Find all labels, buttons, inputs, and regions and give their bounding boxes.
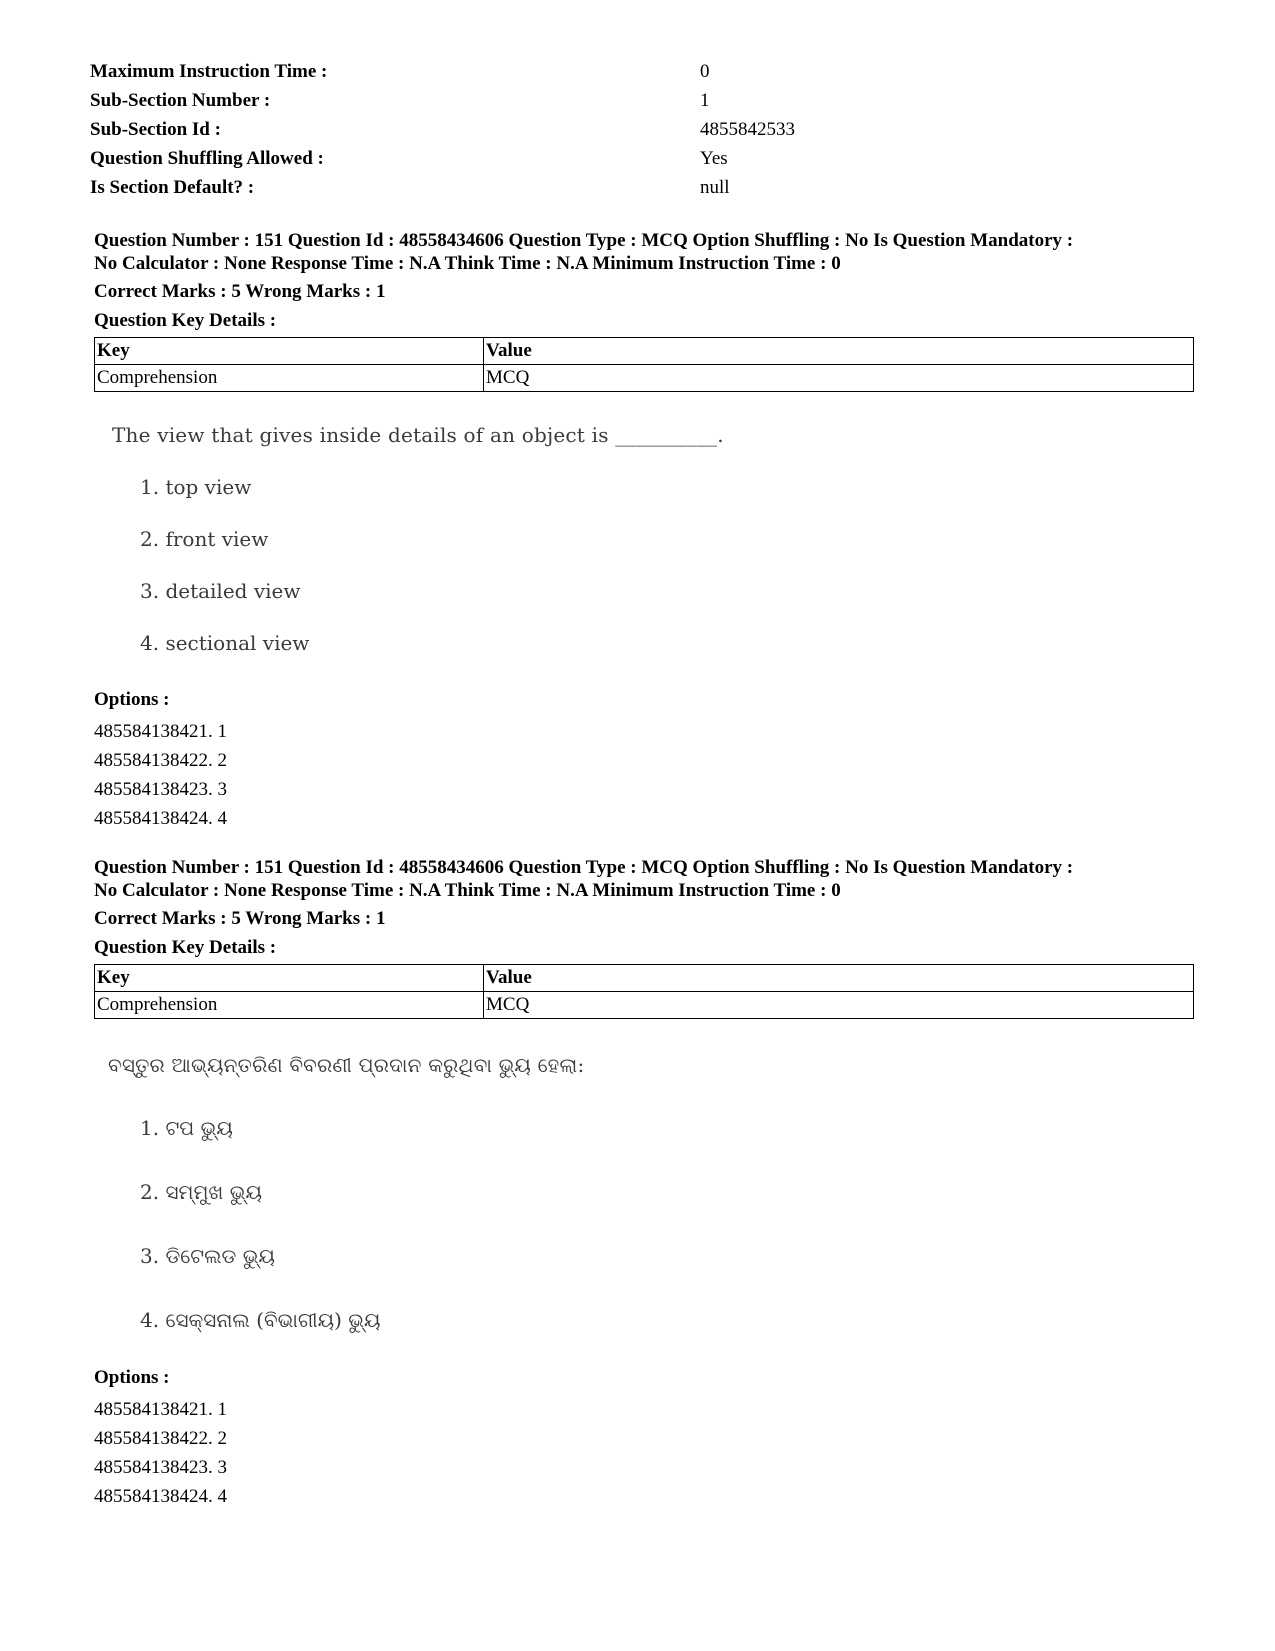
key-table-row	[95, 992, 1194, 1019]
meta-label: Sub-Section Number :	[90, 90, 271, 111]
question-text: ବସ୍ତୁର ଆଭ୍ୟନ୍ତରିଣ ବିବରଣୀ ପ୍ରଦାନ କରୁଥିବା ଭ୍ୟୁ ହେଲା:	[108, 1053, 585, 1077]
question-text: The view that gives inside details of an object is __________.	[112, 423, 724, 447]
options-label: Options :	[94, 1367, 170, 1388]
option-item: 485584138423. 3	[94, 779, 227, 800]
question-choice: 3. detailed view	[140, 579, 301, 603]
value-header-cell: Value	[484, 338, 1194, 365]
options-label: Options :	[94, 689, 170, 710]
key-table-row	[95, 365, 1194, 392]
question-choice: 2. ସମ୍ମୁଖ ଭ୍ୟୁ	[140, 1180, 262, 1204]
value-cell: MCQ	[484, 365, 1194, 392]
key-cell: Comprehension	[95, 992, 484, 1019]
meta-row-max-instruction-time	[90, 59, 1190, 88]
option-item: 485584138422. 2	[94, 1428, 227, 1449]
question-header-line-2: No Calculator : None Response Time : N.A Think Time : N.A Minimum Instruction Time : 0	[94, 253, 841, 274]
meta-value: 0	[700, 61, 710, 82]
option-item: 485584138424. 4	[94, 808, 227, 829]
question-block-english	[94, 229, 1194, 392]
question-choice: 1. ଟପ ଭ୍ୟୁ	[140, 1116, 233, 1140]
option-item: 485584138423. 3	[94, 1457, 227, 1478]
section-metadata	[90, 59, 1190, 204]
question-choice: 3. ଡିଟେଲଡ ଭ୍ୟୁ	[140, 1244, 275, 1268]
meta-value: 4855842533	[700, 119, 795, 140]
meta-row-sub-section-id	[90, 117, 1190, 146]
key-table-header-row	[95, 338, 1194, 365]
question-header-line-1: Question Number : 151 Question Id : 48558434606 Question Type : MCQ Option Shuffling : No Is Question Mandatory :	[94, 230, 1074, 251]
meta-label: Is Section Default? :	[90, 177, 255, 198]
key-table-header-row	[95, 965, 1194, 992]
question-choice: 4. ସେକ୍ସନାଲ (ବିଭାଗୀୟ) ଭ୍ୟୁ	[140, 1308, 381, 1332]
question-key-table	[94, 337, 1194, 392]
question-header-line-1: Question Number : 151 Question Id : 48558434606 Question Type : MCQ Option Shuffling : No Is Question Mandatory :	[94, 857, 1074, 878]
value-header-cell: Value	[484, 965, 1194, 992]
question-choice: 1. top view	[140, 475, 252, 499]
option-item: 485584138421. 1	[94, 721, 227, 742]
meta-label: Sub-Section Id :	[90, 119, 221, 140]
meta-label: Question Shuffling Allowed :	[90, 148, 324, 169]
question-choice: 2. front view	[140, 527, 269, 551]
question-header	[94, 856, 1194, 902]
question-key-details-label: Question Key Details :	[94, 937, 277, 958]
key-cell: Comprehension	[95, 365, 484, 392]
meta-value: Yes	[700, 148, 728, 169]
option-item: 485584138422. 2	[94, 750, 227, 771]
option-item: 485584138421. 1	[94, 1399, 227, 1420]
meta-label: Maximum Instruction Time :	[90, 61, 328, 82]
question-header-line-2: No Calculator : None Response Time : N.A Think Time : N.A Minimum Instruction Time : 0	[94, 880, 841, 901]
key-header-cell: Key	[95, 965, 484, 992]
meta-value: null	[700, 177, 730, 198]
key-header-cell: Key	[95, 338, 484, 365]
meta-value: 1	[700, 90, 710, 111]
question-key-table	[94, 964, 1194, 1019]
meta-row-sub-section-number	[90, 88, 1190, 117]
options-list	[94, 689, 227, 833]
question-choice: 4. sectional view	[140, 631, 310, 655]
value-cell: MCQ	[484, 992, 1194, 1019]
question-marks: Correct Marks : 5 Wrong Marks : 1	[94, 281, 386, 302]
question-block-odia	[94, 856, 1194, 1019]
question-key-details-label: Question Key Details :	[94, 310, 277, 331]
question-header	[94, 229, 1194, 275]
option-item: 485584138424. 4	[94, 1486, 227, 1507]
question-marks: Correct Marks : 5 Wrong Marks : 1	[94, 908, 386, 929]
options-list	[94, 1367, 227, 1511]
meta-row-question-shuffling	[90, 146, 1190, 175]
meta-row-section-default	[90, 175, 1190, 204]
